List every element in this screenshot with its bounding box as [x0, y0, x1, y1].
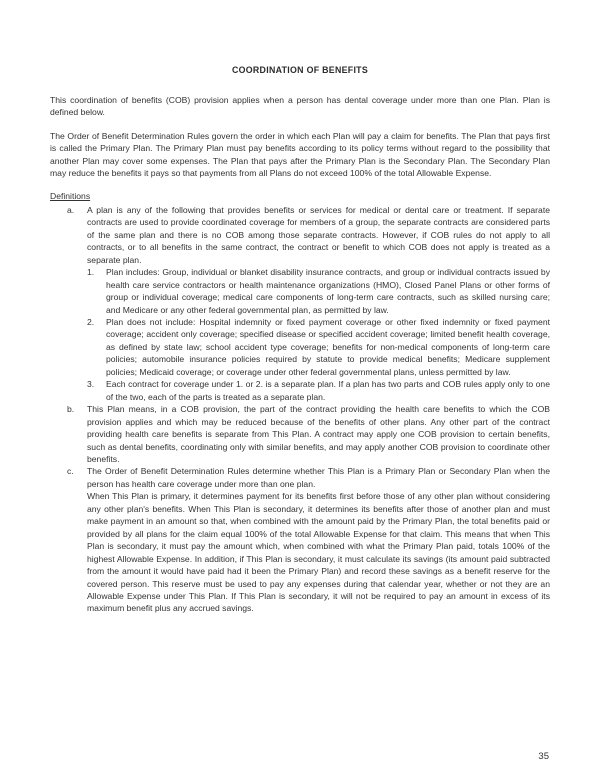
definition-subitem-3 [87, 378, 550, 403]
definition-subitem-2 [87, 316, 550, 378]
list-marker-2: 2. [87, 317, 95, 327]
definition-item-b-text: This Plan means, in a COB provision, the part of the contract providing the health care benefits to which the COB provision applies and which may be reduced because of the benefits of other plans. Any other part of the contract providing health care benefits is separate from This Plan. A contract may apply one COB provision to certain benefits, such as dental benefits, coordinating only with similar benefits, and may apply another COB provision to coordinate other benefits. [87, 404, 550, 464]
definition-subitem-3-text: Each contract for coverage under 1. or 2. is a separate plan. If a plan has two parts and COB rules apply only to one of the two, each of the parts is treated as a separate plan. [106, 379, 550, 402]
page-number: 35 [538, 751, 549, 763]
page-title: COORDINATION OF BENEFITS [231, 65, 369, 75]
intro-paragraph-1: This coordination of benefits (COB) provision applies when a person has dental coverage under more than one Plan. Plan is defined below. [50, 94, 550, 118]
definition-item-c-text: The Order of Benefit Determination Rules determine whether This Plan is a Primary Plan or Secondary Plan when the person has health care coverage under more than one plan. [87, 466, 550, 489]
list-marker-1: 1. [87, 267, 95, 278]
definitions-list [50, 204, 550, 615]
list-marker-3: 3. [87, 379, 95, 390]
list-marker-a: a. [67, 204, 75, 215]
list-marker-b: b. [67, 404, 75, 415]
list-marker-c: c. [67, 466, 74, 477]
definition-item-c-text2: When This Plan is primary, it determines payment for its benefits first before those of any other plan without considering any other plan's benefits. When This Plan is secondary, it determines its benefits after those of another plan and must make payment in an amount so that, when combined with the amount paid by the Primary Plan, the total benefits paid or provided by all plans for the claim equal 100% of the total Allowable Expense for that claim. This means that when This Plan is secondary, it must pay the amount which, when combined with what the Primary Plan paid, totals 100% of the highest Allowable Expense. In addition, if This Plan is secondary, it must calculate its savings (its amount paid subtracted from the amount it would have paid had it been the Primary Plan) and record these savings as a benefit reserve for the covered person. This reserve must be used to pay any expenses during that calendar year, whether or not they are an Allowable Expense under This Plan. If This Plan is secondary, it will not be required to pay an amount in excess of its maximum benefit plus any accrued savings. [87, 491, 550, 614]
definition-subitem-1 [87, 266, 550, 316]
definition-subitem-2-text: Plan does not include: Hospital indemnity or fixed payment coverage or other fixed indemnity or fixed payment coverage; accident only coverage; specified disease or specified accident coverage; limited benefit health coverage, as defined by state law; school accident type coverage; benefits for non-medical components of long-term care policies; automobile insurance policies required by statute to provide medical benefits; Medicare supplement policies; Medicaid coverage; or coverage under other federal governmental plans, unless permitted by law. [106, 317, 550, 377]
definition-item-c [67, 465, 550, 614]
definition-item-b [67, 403, 550, 465]
definition-subitem-1-text: Plan includes: Group, individual or blanket disability insurance contracts, and group or individual contracts issued by health care service contractors or health maintenance organizations (HMO), Closed Panel Plans or other forms of group or individual coverage; medical care components of long-term care contracts, such as skilled nursing care; and Medicare or any other federal governmental plan, as permitted by law. [106, 267, 550, 315]
definition-item-a [67, 204, 550, 403]
definition-item-a-text: A plan is any of the following that provides benefits or services for medical or dental care or treatment. If separate contracts are used to provide coordinated coverage for members of a group, the separate contracts are considered parts of the same plan and there is no COB among those separate contracts. However, if COB rules do not apply to all contracts, or to all benefits in the same contract, the contract or benefit to which COB does not apply is treated as a separate plan. [87, 204, 550, 265]
definitions-heading: Definitions [50, 191, 91, 202]
intro-paragraph-2: The Order of Benefit Determination Rules govern the order in which each Plan will pay a claim for benefits. The Plan that pays first is called the Primary Plan. The Primary Plan must pay benefits according to its policy terms without regard to the possibility that another Plan may cover some expenses. The Plan that pays after the Primary Plan is the Secondary Plan. The Secondary Plan may reduce the benefits it pays so that payments from all Plans do not exceed 100% of the total Allowable Expense. [50, 130, 550, 179]
